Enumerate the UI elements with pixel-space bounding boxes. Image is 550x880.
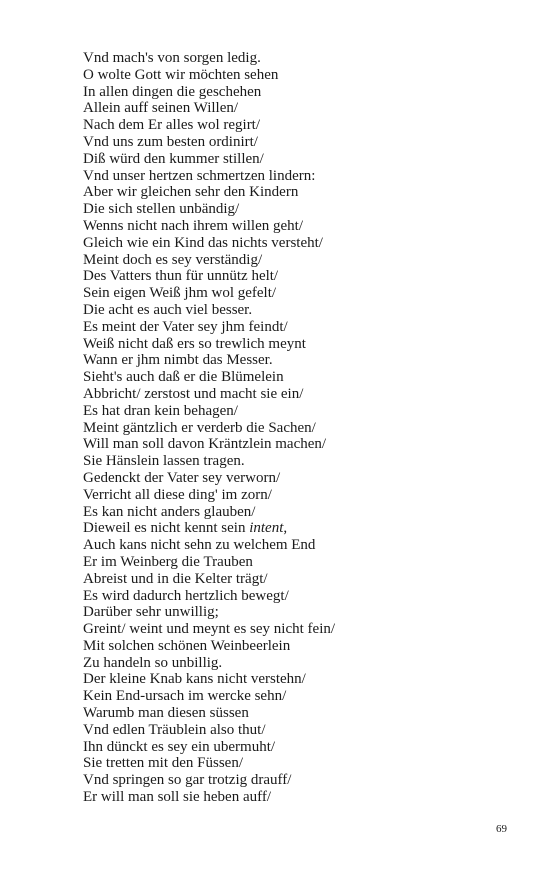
poem-line: Abreist und in die Kelter trägt/ [83,570,268,587]
poem-line: Es hat dran kein behagen/ [83,402,238,419]
poem-line: Vnd uns zum besten ordinirt/ [83,133,258,150]
poem-line-segment: , [283,520,288,537]
poem-line: O wolte Gott wir möchten sehen [83,66,279,83]
poem-line: Mit solchen schönen Weinbeerlein [83,637,291,654]
poem-line: Wann er jhm nimbt das Messer. [83,352,273,369]
poem-line: Der kleine Knab kans nicht verstehn/ [83,671,306,688]
poem-line: Sie tretten mit den Füssen/ [83,755,243,772]
poem-line: Gedenckt der Vater sey verworn/ [83,469,281,486]
poem-line: Darüber sehr unwillig; [83,604,219,621]
poem-line [83,520,335,537]
poem-line: Gleich wie ein Kind das nichts versteht/ [83,234,323,251]
poem-line: Die sich stellen unbändig/ [83,201,240,218]
poem-line: Abbricht/ zerstost und macht sie ein/ [83,385,304,402]
poem-line: Meint doch es sey verständig/ [83,251,263,268]
poem-line: Diß würd den kummer stillen/ [83,150,264,167]
poem-line: Ihn dünckt es sey ein ubermuht/ [83,738,276,755]
poem-text-block [83,50,335,806]
poem-line: Greint/ weint und meynt es sey nicht fein/ [83,621,336,638]
poem-line: Will man soll davon Kräntzlein machen/ [83,436,327,453]
poem-line: Er im Weinberg die Trauben [83,553,253,570]
poem-line-italic-word: intent [249,520,284,537]
poem-line-segment: Dieweil es nicht kennt sein [83,520,250,537]
poem-line: Auch kans nicht sehn zu welchem End [83,537,316,554]
page-number: 69 [496,823,507,835]
poem-line: Zu handeln so unbillig. [83,654,223,671]
poem-line: Es wird dadurch hertzlich bewegt/ [83,587,289,604]
poem-line: Vnd springen so gar trotzig drauff/ [83,772,292,789]
poem-line: Des Vatters thun für unnütz helt/ [83,268,279,285]
poem-line: Es meint der Vater sey jhm feindt/ [83,318,288,335]
poem-line: Aber wir gleichen sehr den Kindern [83,184,299,201]
poem-line: Meint gäntzlich er verderb die Sachen/ [83,419,316,436]
poem-line: Weiß nicht daß ers so trewlich meynt [83,335,306,352]
poem-line: Kein End-ursach im wercke sehn/ [83,688,287,705]
poem-line: Verricht all diese ding' im zorn/ [83,486,272,503]
poem-line: Die acht es auch viel besser. [83,301,253,318]
poem-line: Sie Hänslein lassen tragen. [83,453,245,470]
poem-line: Vnd mach's von sorgen ledig. [83,50,261,66]
poem-line: In allen dingen die geschehen [83,83,262,100]
poem-line: Sein eigen Weiß jhm wol gefelt/ [83,285,277,302]
poem-line: Vnd unser hertzen schmertzen lindern: [83,167,316,184]
poem-line: Er will man soll sie heben auff/ [83,789,272,806]
poem-line: Vnd edlen Träublein also thut/ [83,721,266,738]
poem-line: Sieht's auch daß er die Blümelein [83,369,284,386]
poem-line: Allein auff seinen Willen/ [83,100,239,117]
poem-line: Wenns nicht nach ihrem willen geht/ [83,217,303,234]
poem-line: Warumb man diesen süssen [83,705,249,722]
poem-line: Es kan nicht anders glauben/ [83,503,256,520]
poem-line: Nach dem Er alles wol regirt/ [83,117,261,134]
